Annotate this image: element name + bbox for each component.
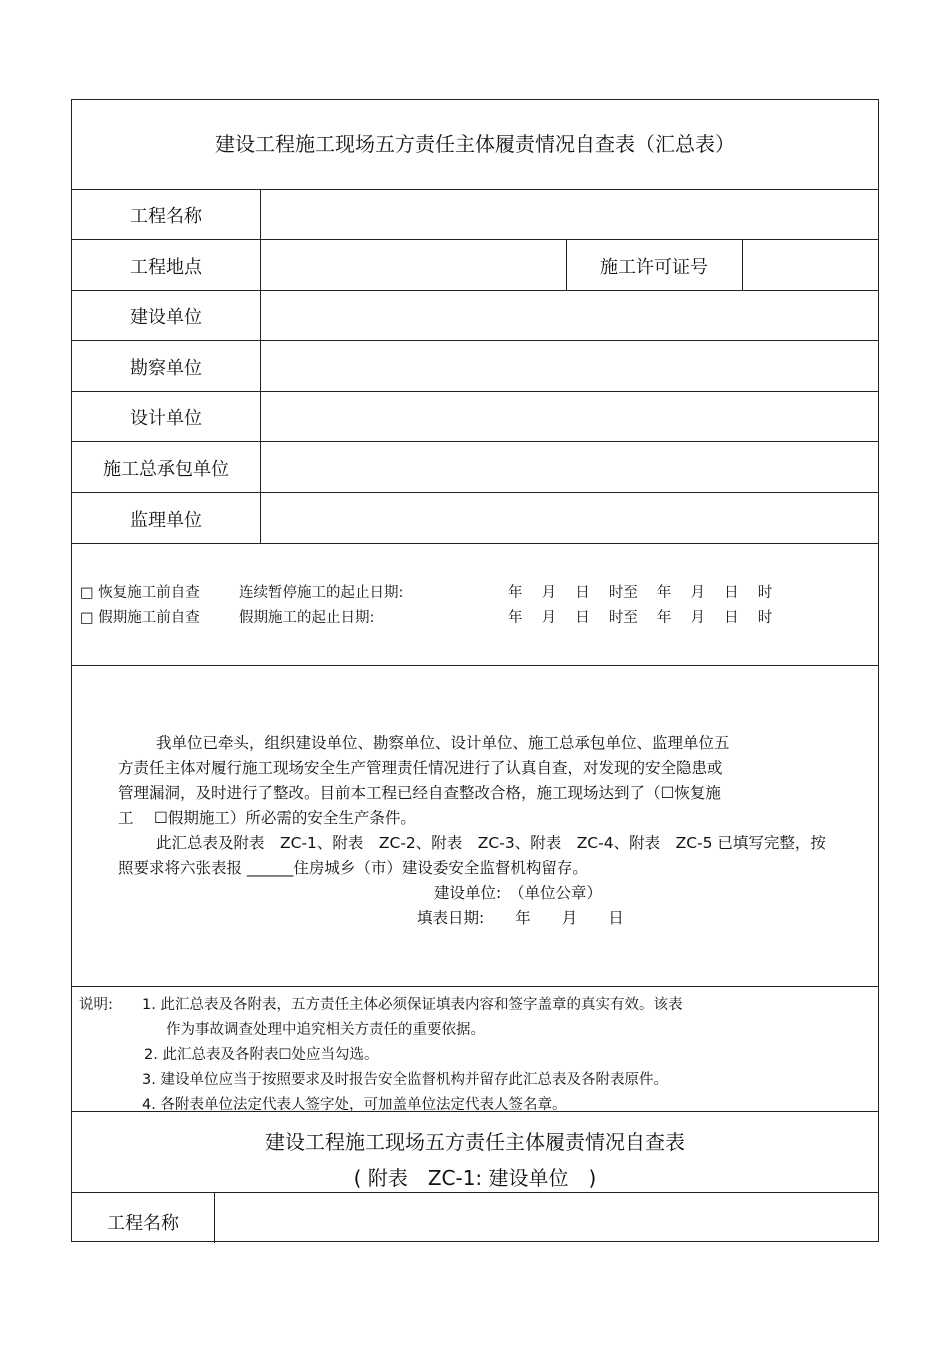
form-title: 建设工程施工现场五方责任主体履责情况自查表（汇总表） [215, 132, 735, 156]
owner-unit-label: 建设单位 [130, 307, 202, 328]
resume-check-option[interactable]: □ 恢复施工前自查 [80, 585, 200, 601]
statement-line: 管理漏洞，及时进行了整改。目前本工程已经自查整改合格，施工现场达到了（☐恢复施 [118, 784, 721, 802]
note-item: 1. 此汇总表及各附表，五方责任主体必须保证填表内容和签字盖章的真实有效。该表 [142, 997, 683, 1013]
resume-check-desc: 连续暂停施工的起止日期: [239, 585, 404, 601]
notes-label: 说明: [79, 997, 113, 1013]
contractor-label: 施工总承包单位 [103, 459, 229, 480]
row-divider [72, 290, 878, 291]
statement-line: 照要求将六张表报 ______住房城乡（市）建设委安全监督机构留存。 [118, 859, 588, 877]
survey-unit-label: 勘察单位 [130, 358, 202, 379]
statement-line: 方责任主体对履行施工现场安全生产管理责任情况进行了认真自查，对发现的安全隐患或 [118, 759, 723, 777]
project-location-label: 工程地点 [130, 257, 202, 278]
row-divider [72, 543, 878, 544]
signature-unit: 建设单位: （单位公章） [434, 884, 602, 902]
statement-line: 我单位已牵头，组织建设单位、勘察单位、设计单位、施工总承包单位、监理单位五 [156, 734, 730, 752]
note-item: 3. 建设单位应当于按照要求及时报告安全监督机构并留存此汇总表及各附表原件。 [142, 1072, 668, 1088]
note-item: 2. 此汇总表及各附表☐处应当勾选。 [144, 1047, 379, 1063]
statement-line: 此汇总表及附表 ZC-1、附表 ZC-2、附表 ZC-3、附表 ZC-4、附表 ZC-5 已填写完整，按 [156, 834, 826, 852]
column-divider [214, 1192, 215, 1243]
signature-date: 填表日期: 年 月 日 [417, 909, 624, 927]
design-unit-label: 设计单位 [130, 408, 202, 429]
row-divider [72, 665, 878, 666]
row-divider [72, 441, 878, 442]
statement-line: 工 ☐假期施工）所必需的安全生产条件。 [118, 809, 416, 827]
note-item: 4. 各附表单位法定代表人签字处，可加盖单位法定代表人签名章。 [142, 1097, 567, 1113]
row-divider [72, 1192, 878, 1193]
row-divider [72, 986, 878, 987]
row-divider [72, 340, 878, 341]
resume-date-range: 年 月 日 时至 年 月 日 时 [508, 585, 773, 601]
holiday-date-range: 年 月 日 时至 年 月 日 时 [508, 610, 773, 626]
permit-number-label: 施工许可证号 [600, 257, 708, 278]
appendix-subtitle: ( 附表 ZC-1: 建设单位 ) [353, 1166, 597, 1190]
row-divider [72, 492, 878, 493]
project-name-label: 工程名称 [130, 206, 202, 227]
note-item: 作为事故调查处理中追究相关方责任的重要依据。 [166, 1022, 485, 1038]
supervisor-label: 监理单位 [130, 510, 202, 531]
holiday-check-desc: 假期施工的起止日期: [239, 610, 375, 626]
column-divider [742, 239, 743, 290]
row-divider [72, 391, 878, 392]
appendix-project-name-label: 工程名称 [107, 1213, 179, 1234]
row-divider [72, 239, 878, 240]
holiday-check-option[interactable]: □ 假期施工前自查 [80, 610, 200, 626]
appendix-title: 建设工程施工现场五方责任主体履责情况自查表 [265, 1130, 685, 1154]
column-divider [260, 189, 261, 543]
self-check-form [71, 99, 879, 1242]
row-divider [72, 189, 878, 190]
